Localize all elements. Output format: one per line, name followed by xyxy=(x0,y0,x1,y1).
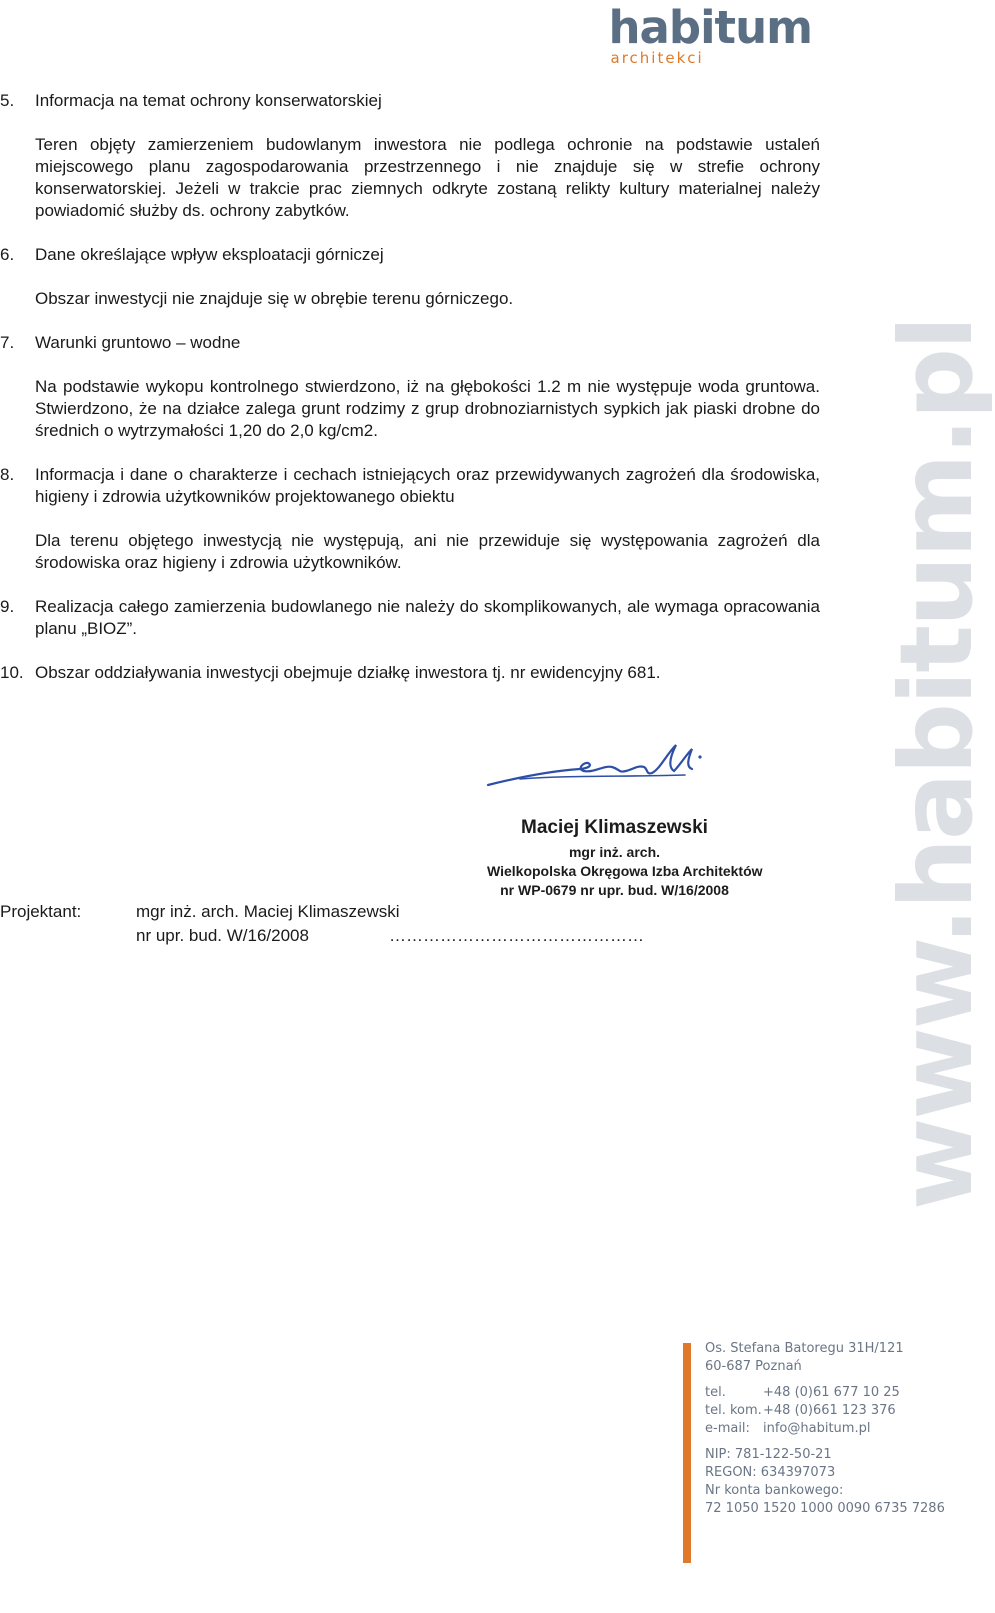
section-title: Dane określające wpływ eksploatacji górniczej xyxy=(35,245,384,264)
phone-value: +48 (0)61 677 10 25 xyxy=(763,1385,900,1400)
mobile-label: tel. kom. xyxy=(705,1403,762,1418)
section-title: Informacja na temat ochrony konserwatorskiej xyxy=(35,91,382,110)
stamp-organization: Wielkopolska Okręgowa Izba Architektów xyxy=(487,863,763,879)
section-10-heading xyxy=(0,662,820,684)
account-number: 72 1050 1520 1000 0090 6735 7286 xyxy=(705,1501,945,1516)
document-body xyxy=(0,90,820,706)
section-title: Obszar oddziaływania inwestycji obejmuje działkę inwestora tj. nr ewidencyjny 681. xyxy=(35,663,661,682)
section-title: Warunki gruntowo – wodne xyxy=(35,333,241,352)
logo-subtitle: architekci xyxy=(610,49,704,67)
section-title: Realizacja całego zamierzenia budowlanego nie należy do skomplikowanych, ale wymaga opracowania planu „BIOZ”. xyxy=(35,597,820,638)
section-6-paragraph: Obszar inwestycji nie znajduje się w obrębie terenu górniczego. xyxy=(35,289,514,308)
signature-dots: ……………………………………… xyxy=(388,926,644,945)
mobile-row xyxy=(705,1402,945,1420)
spacer xyxy=(705,1376,945,1384)
contact-accent-bar xyxy=(683,1343,691,1563)
phone-label: tel. xyxy=(705,1385,726,1400)
section-8-heading xyxy=(0,464,820,508)
address-line-2: 60-687 Poznań xyxy=(705,1359,802,1374)
section-6-heading xyxy=(0,244,820,266)
regon: REGON: 634397073 xyxy=(705,1465,836,1480)
stamp-registration: nr WP-0679 nr upr. bud. W/16/2008 xyxy=(500,882,729,898)
section-number: 9. xyxy=(0,597,15,616)
email-row xyxy=(705,1420,945,1438)
designer-block xyxy=(0,900,644,948)
section-number: 7. xyxy=(0,333,15,352)
designer-license-row xyxy=(0,924,644,948)
designer-name: mgr inż. arch. Maciej Klimaszewski xyxy=(136,902,400,921)
website-watermark: www.habitum.pl xyxy=(878,317,995,1210)
designer-row xyxy=(0,900,644,924)
section-number: 5. xyxy=(0,91,15,110)
section-5-paragraph: Teren objęty zamierzeniem budowlanym inwestora nie podlega ochronie na podstawie ustaleń miejscowego planu zagospodarowania przestrzennego i nie znajduje się w strefie ochrony konserwatorskiej. Jeżeli w trakcie prac ziemnych odkryte zostaną relikty kultury materialnej należy powiadomić służby ds. ochrony zabytków. xyxy=(35,135,820,220)
mobile-value: +48 (0)661 123 376 xyxy=(763,1403,896,1418)
designer-label: Projektant: xyxy=(0,902,82,921)
section-title: Informacja i dane o charakterze i cechach istniejących oraz przewidywanych zagrożeń dla środowiska, higieny i zdrowia użytkowników projektowanego obiektu xyxy=(35,465,820,506)
architect-stamp xyxy=(487,817,763,900)
account-label: Nr konta bankowego: xyxy=(705,1483,844,1498)
contact-block xyxy=(705,1340,945,1518)
company-logo xyxy=(608,1,812,67)
nip: NIP: 781-122-50-21 xyxy=(705,1447,832,1462)
email-value: info@habitum.pl xyxy=(763,1421,871,1436)
section-5-heading xyxy=(0,90,820,112)
designer-label-spacer xyxy=(0,924,136,948)
designer-license: nr upr. bud. W/16/2008 xyxy=(136,926,309,945)
spacer xyxy=(705,1438,945,1446)
section-7-paragraph: Na podstawie wykopu kontrolnego stwierdzono, iż na głębokości 1.2 m nie występuje woda gruntowa. Stwierdzono, że na działce zalega grunt rodzimy z grup drobnoziarnistych sypkich jak piaski drobne do średnich o wytrzymałości 1,20 do 2,0 kg/cm2. xyxy=(35,377,820,440)
stamp-name: Maciej Klimaszewski xyxy=(521,817,708,838)
section-8-paragraph: Dla terenu objętego inwestycją nie występują, ani nie przewiduje się występowania zagrożeń dla środowiska oraz higieny i zdrowia użytkowników. xyxy=(35,531,820,572)
address-line-1: Os. Stefana Batoregu 31H/121 xyxy=(705,1341,904,1356)
section-7-heading xyxy=(0,332,820,354)
section-9-heading xyxy=(0,596,820,640)
logo-wordmark: habitum xyxy=(608,1,812,54)
section-number: 8. xyxy=(0,465,15,484)
stamp-title: mgr inż. arch. xyxy=(568,844,661,860)
section-number: 6. xyxy=(0,245,15,264)
handwritten-signature xyxy=(480,735,720,795)
phone-row xyxy=(705,1384,945,1402)
section-number: 10. xyxy=(0,663,24,682)
email-label: e-mail: xyxy=(705,1421,750,1436)
